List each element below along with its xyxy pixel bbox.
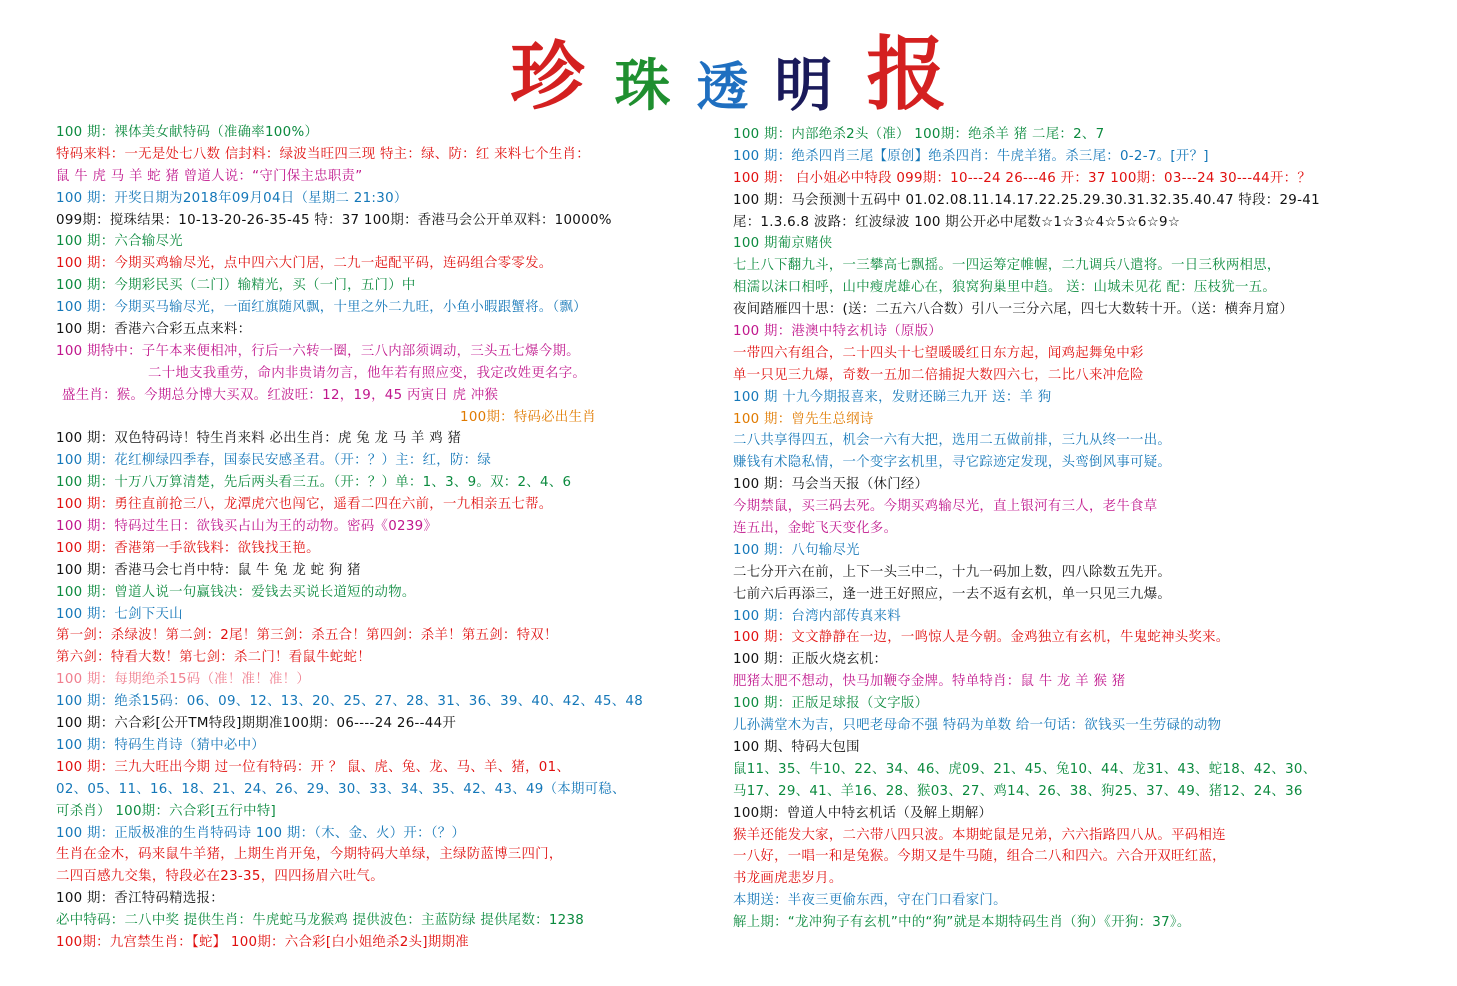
- text-line: 二八共享得四五，机会一六有大把，选用二五做前排，三九从终一一出。: [733, 433, 1172, 449]
- text-line: 盛生肖：猴。今期总分博大买双。红波旺：12，19，45 丙寅日 虎 冲猴: [62, 387, 499, 403]
- text-line: 解上期：“龙冲狗子有玄机”中的“狗”就是本期特码生肖（狗）《开狗：37》。: [733, 915, 1191, 931]
- text-line: 二七分开六在前，上下一头三中二，十九一码加上数，四八除数五先开。: [733, 564, 1172, 580]
- text-line: 赚钱有术隐私情，一个变字玄机里，寻它踪迹定发现，头鸾倒风事可疑。: [733, 455, 1172, 471]
- text-line: 夜间踏雁四十思：(送：二五六八合数）引八一三分六尾，四七大数转十开。（送：横奔月窟）: [733, 302, 1294, 318]
- text-line: 100 期：绝杀四肖三尾【原创】绝杀四肖：牛虎羊猪。杀三尾：0-2-7。[开？]: [733, 148, 1209, 164]
- text-line: 鼠 牛 虎 马 羊 蛇 猪 曾道人说：“守门保主忠职责”: [56, 168, 363, 184]
- text-line: 100 期：港澳中特玄机诗（原版）: [733, 324, 942, 340]
- text-line: 100 期：六合彩[公开TM特段]期期准100期：06----24 26--44开: [56, 716, 457, 732]
- text-line: 猴羊还能发大家，二六带八四只波。本期蛇鼠是兄弟，六六指路四八从。平码相连: [733, 827, 1226, 843]
- text-line: 100 期：正版极准的生肖特码诗 100 期：（木、金、火）开：（？）: [56, 825, 466, 841]
- text-line: 100期：特码必出生肖: [460, 409, 596, 425]
- text-line: 100 期：勇往直前抢三八，龙潭虎穴也闯它，遥看二四在六前，一九相亲五七帮。: [56, 497, 553, 513]
- right-column: [733, 124, 1413, 934]
- text-line: 二四百感九交集，特段必在23-35，四四扬眉六吐气。: [56, 869, 384, 885]
- text-line: 100 期：曾道人说一句赢钱决：爱钱去买说长道短的动物。: [56, 584, 416, 600]
- text-line: 鼠11、35、牛10、22、34、46、虎09、21、45、兔10、44、龙31、43、蛇18、42、30、: [733, 761, 1317, 777]
- text-line: 100 期：内部绝杀2头（准） 100期：绝杀羊 猪 二尾：2、7: [733, 127, 1105, 142]
- text-line: 100 期：台湾内部传真来料: [733, 608, 901, 624]
- text-line: 100 期：正版火烧玄机：: [733, 652, 888, 668]
- text-line: 特码来料：一无是处七八数 信封料：绿波当旺四三现 特主：绿、防：红 来料七个生肖：: [56, 146, 590, 162]
- text-line: 100 期：裸体美女献特码（准确率100%）: [56, 125, 319, 140]
- text-line: 100 期：今期彩民买（二门）输精光，买（一门，五门）中: [56, 278, 416, 294]
- title-char-4: 明: [774, 51, 833, 119]
- text-line: 肥猪太肥不想动，快马加鞭夺金牌。特单特肖：鼠 牛 龙 羊 猴 猪: [733, 674, 1126, 690]
- text-line: 单一只见三九爆，奇数一五加二倍捕捉大数四六七，二比八来冲危险: [733, 367, 1144, 383]
- text-line: 099期：搅珠结果：10-13-20-26-35-45 特：37 100期：香港马会公开单双料：10000%: [56, 212, 612, 228]
- text-line: 100 期：文文静静在一边，一鸣惊人是今朝。金鸡独立有玄机，牛鬼蛇神头奖来。: [733, 630, 1230, 646]
- text-line: 100 期：香江特码精选报：: [56, 891, 224, 907]
- text-line: 100 期：特码过生日：欲钱买占山为王的动物。密码《0239》: [56, 519, 438, 535]
- text-line: 100 期：今期买马输尽光，一面红旗随风飘，十里之外二九旺，小鱼小暇跟蟹将。（飘）: [56, 300, 587, 316]
- text-line: 100 期：绝杀15码：06、09、12、13、20、25、27、28、31、36、39、40、42、45、48: [56, 694, 644, 710]
- text-line: 七前六后再添三，逢一进王好照应，一去不返有玄机，单一只见三九爆。: [733, 586, 1172, 602]
- text-line: 100 期：香港六合彩五点来料：: [56, 322, 252, 338]
- text-line: 第六剑：特看大数！第七剑：杀二门！看鼠牛蛇蛇！: [56, 650, 371, 666]
- text-line: 100 期：马会预测十五码中 01.02.08.11.14.17.22.25.29.30.31.32.35.40.47 特段：29-41: [733, 192, 1320, 208]
- text-line: 100 期：每期绝杀15码（准！准！准！）: [56, 672, 311, 688]
- text-line: 一八好，一唱一和是兔猴。今期又是牛马随，组合二八和四六。六合开双旺红蓝，: [733, 849, 1226, 865]
- text-line: 100 期葡京赌侠: [733, 236, 833, 252]
- title-char-3: 透: [696, 57, 749, 118]
- text-line: 七上八下翻九斗，一三攀高七飘摇。一四运筹定帷幄，二九调兵八遣将。一日三秋两相思，: [733, 258, 1281, 274]
- text-line: 一带四六有组合，二十四头十七望暖暖红日东方起，闻鸡起舞兔中彩: [733, 345, 1144, 361]
- page-title: [0, 14, 1457, 121]
- text-line: 儿孙满堂木为吉，只吧老母命不强 特码为单数 给一句话：欲钱买一生劳碌的动物: [733, 718, 1222, 734]
- text-line: 100 期 十九今期报喜来，发财还睇三九开 送：羊 狗: [733, 389, 1052, 405]
- text-line: 生肖在金木，码来鼠牛羊猪，上期生肖开兔，今期特码大单绿，主绿防蓝博三四门，: [56, 847, 563, 863]
- text-line: 100 期：香港马会七肖中特：鼠 牛 兔 龙 蛇 狗 猪: [56, 562, 361, 578]
- text-line: 马17、29、41、羊16、28、猴03、27、鸡14、26、38、狗25、37、49、猪12、24、36: [733, 783, 1303, 799]
- text-line: 连五出，金蛇飞天变化多。: [733, 521, 898, 537]
- text-line: 100 期：十万八万算清楚，先后两头看三五。（开：？）单：1、3、9。双：2、4、6: [56, 475, 572, 491]
- text-line: 100 期：香港第一手欲钱料：欲钱找王艳。: [56, 540, 320, 556]
- text-line: 100 期：开奖日期为2018年09月04日（星期二 21:30）: [56, 190, 408, 206]
- text-line: 100期：九宫禁生肖：【蛇】 100期：六合彩[白小姐绝杀2头]期期准: [56, 934, 469, 950]
- text-line: 100 期：今期买鸡输尽光，点中四六大门居，二九一起配平码，连码组合零零发。: [56, 256, 553, 272]
- text-line: 100 期：特码生肖诗（猜中必中）: [56, 737, 265, 753]
- text-line: 100 期：三九大旺出今期 过一位有特码：开 ？ 鼠、虎、兔、龙、马、羊、猪，01、: [56, 759, 571, 775]
- text-line: 100 期：双色特码诗！特生肖来料 必出生肖：虎 兔 龙 马 羊 鸡 猪: [56, 431, 462, 447]
- text-line: 02、05、11、16、18、21、24、26、29、30、33、34、35、42、43、49（本期可稳、: [56, 781, 626, 797]
- text-line: 必中特码：二八中奖 提供生肖：牛虎蛇马龙猴鸡 提供波色：主蓝防绿 提供尾数：1238: [56, 913, 585, 929]
- text-line: 可杀肖） 100期：六合彩[五行中特]: [56, 803, 277, 819]
- text-line: 100 期：八句输尽光: [733, 542, 860, 558]
- text-line: 100 期：七剑下天山: [56, 606, 183, 622]
- text-line: 100 期：马会当天报（休门经）: [733, 477, 929, 493]
- title-char-5: 报: [866, 27, 947, 121]
- text-line: 今期禁鼠，买三码去死。今期买鸡输尽光，直上银河有三人，老牛食草: [733, 499, 1158, 515]
- text-line: 100 期： 白小姐必中特段 099期：10---24 26---46 开：37 100期：03---24 30---44开：？: [733, 170, 1312, 186]
- text-line: 100 期：六合输尽光: [56, 234, 183, 250]
- text-line: 100期：曾道人中特玄机话（及解上期解）: [733, 805, 993, 821]
- text-line: 100 期：正版足球报（文字版）: [733, 696, 929, 712]
- text-line: 相濡以沫口相呼，山中瘦虎雄心在，狼窝狗巢里中趋。 送：山城未见花 配：压枝犹一五。: [733, 280, 1277, 296]
- text-line: 二十地支我重劳，命内非贵请勿言，他年若有照应变，我定改姓更名字。: [148, 365, 587, 381]
- title-char-1: 珍: [510, 34, 585, 120]
- text-line: 100 期：花红柳绿四季春，国泰民安感圣君。（开：？）主：红，防：绿: [56, 453, 492, 469]
- text-line: 100 期、特码大包围: [733, 739, 860, 755]
- left-column: [56, 122, 716, 954]
- text-line: 尾：1.3.6.8 波路：红波绿波 100 期公开必中尾数☆1☆3☆4☆5☆6☆9☆: [733, 214, 1181, 230]
- text-line: 本期送：半夜三更偷东西，守在门口看家门。: [733, 893, 1007, 909]
- title-char-2: 珠: [614, 53, 671, 119]
- text-line: 第一剑：杀绿波！第二剑：2尾！第三剑：杀五合！第四剑：杀羊！第五剑：特双！: [56, 628, 558, 644]
- text-line: 100 期特中：子午本来便相冲，行后一六转一圈，三八内部须调动，三头五七爆今期。: [56, 343, 580, 359]
- text-line: 书龙画虎悲岁月。: [733, 871, 843, 887]
- text-line: 100 期：曾先生总纲诗: [733, 411, 874, 427]
